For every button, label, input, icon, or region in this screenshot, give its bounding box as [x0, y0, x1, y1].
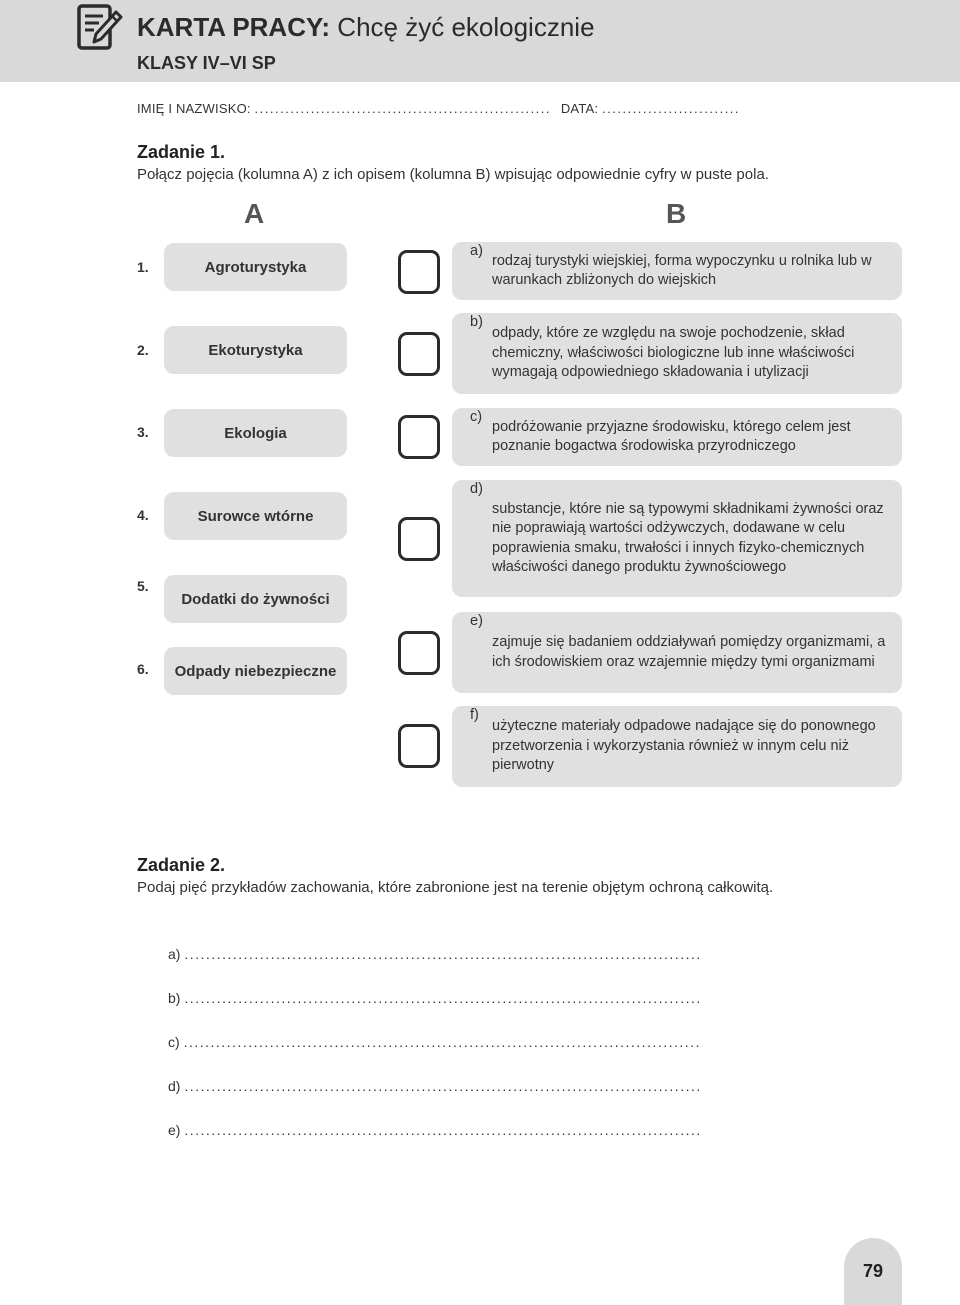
- answer-box-a[interactable]: [398, 250, 440, 294]
- date-label: DATA:: [560, 101, 599, 116]
- description-c: [452, 408, 902, 466]
- answer-dots: ................................................................................................: [184, 990, 702, 1006]
- page-number: 79: [862, 1261, 884, 1281]
- description-text: odpady, które ze względu na swoje pochodzenie, skład chemiczny, właściwości biologiczne lub inne właściwości wymagają odpowiedniego składowania i utylizacji: [492, 325, 855, 381]
- description-letter: f): [470, 707, 479, 723]
- answer-line-d[interactable]: [168, 1078, 702, 1094]
- term-agroturystyka: Agroturystyka: [164, 243, 347, 291]
- column-b-heading: B: [666, 198, 687, 229]
- date-field[interactable]: ...........................: [602, 101, 741, 116]
- term-number: 6.: [137, 661, 149, 677]
- task1-description: Połącz pojęcia (kolumna A) z ich opisem (kolumna B) wpisując odpowiednie cyfry w puste pola.: [137, 166, 769, 183]
- answer-label: e): [168, 1122, 181, 1138]
- answer-box-b[interactable]: [398, 332, 440, 376]
- description-f: [452, 706, 902, 787]
- answer-label: a): [168, 946, 181, 962]
- term-ekoturystyka: Ekoturystyka: [164, 326, 347, 374]
- description-text: rodzaj turystyki wiejskiej, forma wypoczynku u rolnika lub w warunkach zbliżonych do wiejskich: [492, 252, 872, 288]
- term-surowce-wtorne: Surowce wtórne: [164, 492, 347, 540]
- term-number: 3.: [137, 424, 149, 440]
- answer-box-e[interactable]: [398, 631, 440, 675]
- name-field[interactable]: ..........................................................: [254, 101, 552, 116]
- description-text: substancje, które nie są typowymi składnikami żywności oraz nie poprawiają wartości odżywczych, dodawane w celu poprawienia smaku, trwałości i innych fizyko-chemicznych właściwości danego produktu żywnościowego: [492, 500, 884, 575]
- description-text: zajmuje się badaniem oddziaływań pomiędzy organizmami, a ich środowiskiem oraz wzajemnie między tymi organizmami: [492, 634, 886, 670]
- answer-dots: ................................................................................................: [184, 946, 702, 962]
- column-a-heading: A: [244, 198, 265, 229]
- answer-label: b): [168, 990, 181, 1006]
- task2-description: Podaj pięć przykładów zachowania, które zabronione jest na terenie objętym ochroną całkowitą.: [137, 879, 774, 896]
- answer-dots: ................................................................................................: [184, 1122, 702, 1138]
- page-number-tab: [844, 1238, 902, 1305]
- description-text: użyteczne materiały odpadowe nadające się do ponownego przetworzenia i wykorzystania również w innym celu niż pierwotny: [492, 718, 876, 774]
- answer-line-b[interactable]: [168, 990, 702, 1006]
- term-ekologia: Ekologia: [164, 409, 347, 457]
- description-a: [452, 242, 902, 300]
- name-date-line: [137, 101, 740, 116]
- description-letter: e): [470, 613, 483, 629]
- answer-line-e[interactable]: [168, 1122, 702, 1138]
- answer-line-c[interactable]: [168, 1034, 701, 1050]
- answer-box-c[interactable]: [398, 415, 440, 459]
- answer-dots: ................................................................................................: [183, 1034, 701, 1050]
- page-subtitle: KLASY IV–VI SP: [137, 53, 276, 73]
- description-letter: b): [470, 314, 483, 330]
- term-number: 1.: [137, 259, 149, 275]
- term-number: 5.: [137, 578, 149, 594]
- term-odpady-niebezpieczne: Odpady niebezpieczne: [164, 647, 347, 695]
- description-letter: a): [470, 243, 483, 259]
- term-number: 4.: [137, 507, 149, 523]
- description-text: podróżowanie przyjazne środowisku, którego celem jest poznanie bogactwa środowiska przyrodniczego: [492, 418, 851, 454]
- answer-label: c): [168, 1034, 180, 1050]
- description-letter: c): [470, 409, 483, 425]
- worksheet-header: [0, 0, 960, 82]
- page-title: KARTA PRACY: Chcę żyć ekologicznie: [137, 12, 595, 42]
- answer-dots: ................................................................................................: [184, 1078, 702, 1094]
- description-d: [452, 480, 902, 597]
- task1-title: Zadanie 1.: [137, 142, 226, 162]
- term-dodatki-do-zywnosci: Dodatki do żywności: [164, 575, 347, 623]
- name-label: IMIĘ I NAZWISKO:: [137, 101, 251, 116]
- description-e: [452, 612, 902, 693]
- term-number: 2.: [137, 342, 149, 358]
- answer-label: d): [168, 1078, 181, 1094]
- answer-line-a[interactable]: [168, 946, 702, 962]
- answer-box-f[interactable]: [398, 724, 440, 768]
- description-letter: d): [470, 481, 483, 497]
- answer-box-d[interactable]: [398, 517, 440, 561]
- task2-title: Zadanie 2.: [137, 855, 226, 875]
- worksheet-pencil-icon: [74, 2, 124, 52]
- description-b: [452, 313, 902, 394]
